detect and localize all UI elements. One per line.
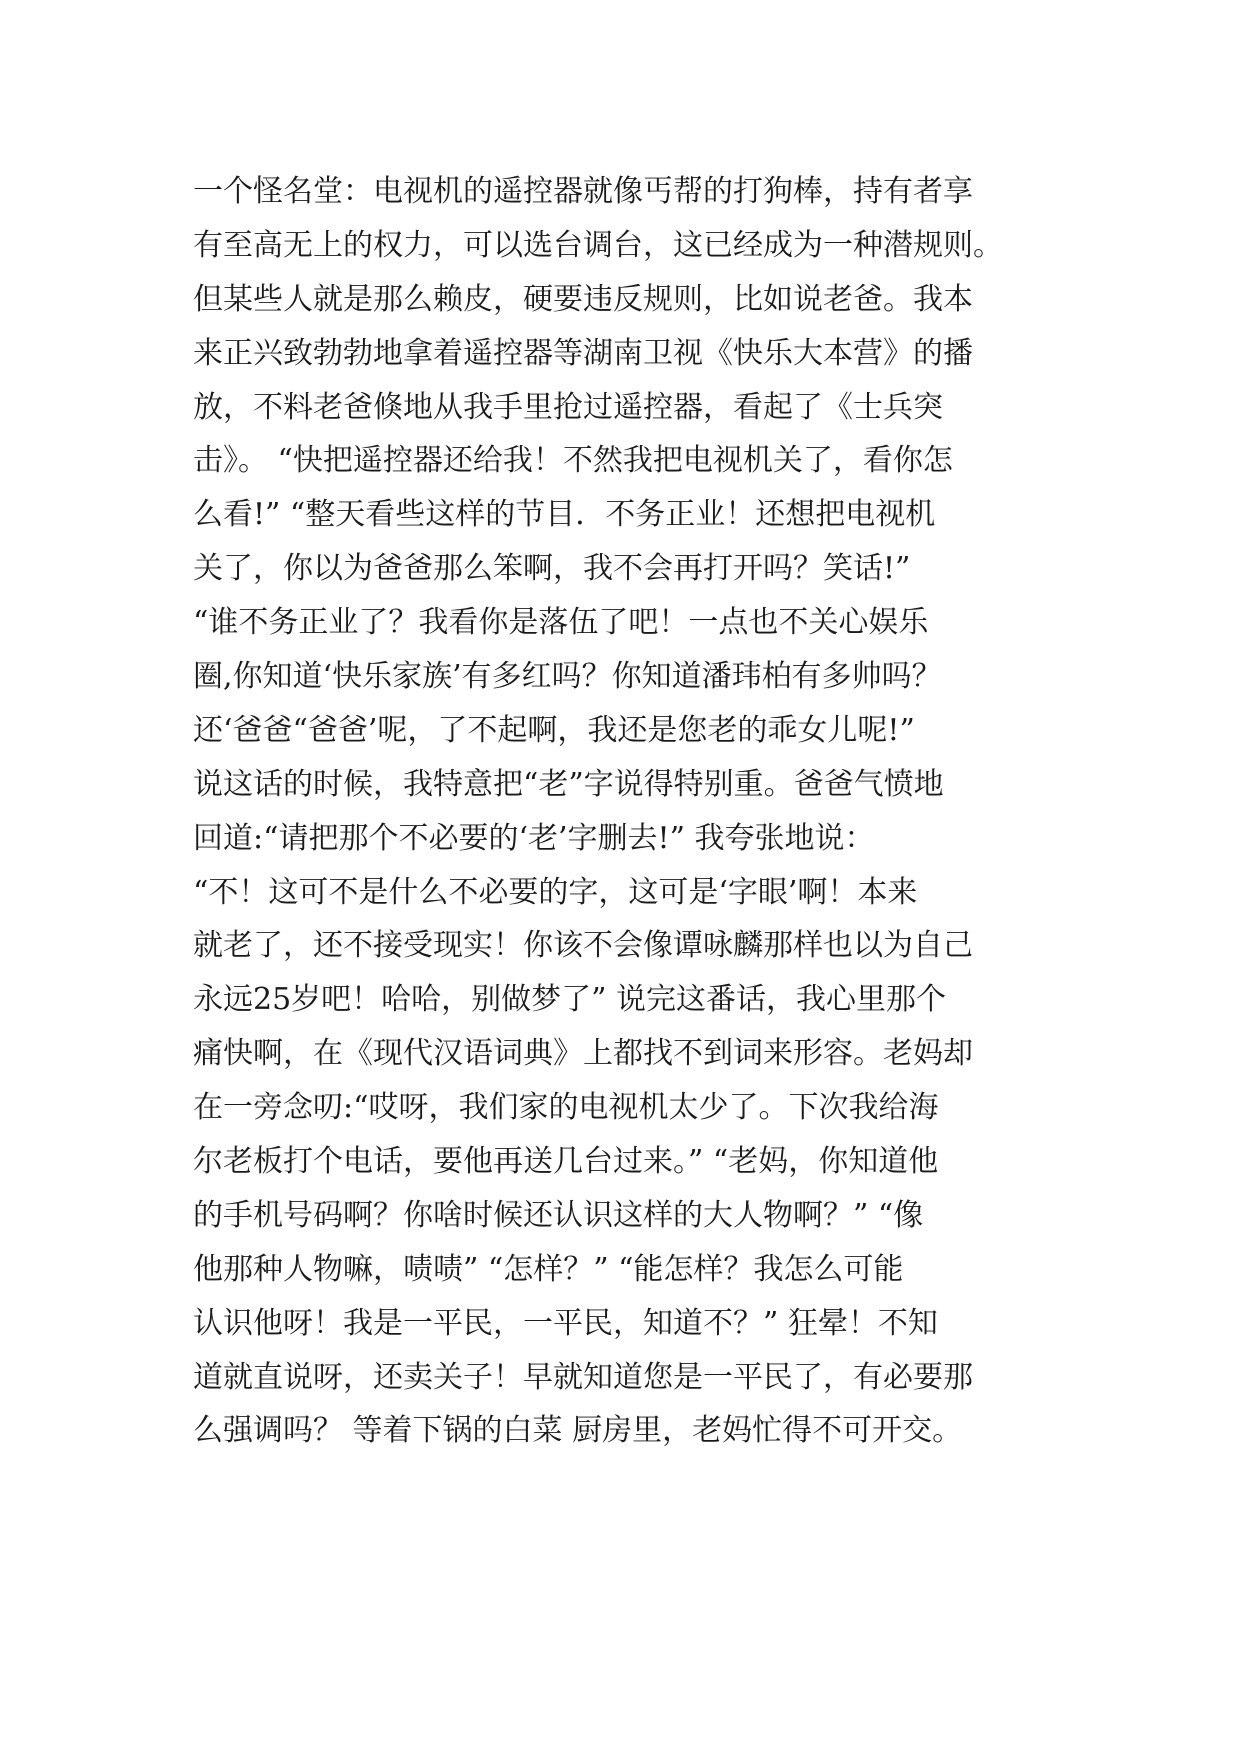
text-line: 尔老板打个电话，要他再送几台过来。” “老妈，你知道他 bbox=[193, 1144, 939, 1180]
text-line: 就老了，还不接受现实！你该不会像谭咏麟那样也以为自己 bbox=[193, 928, 973, 964]
text-line: 放，不料老爸倏地从我手里抢过遥控器，看起了《士兵突 bbox=[193, 389, 943, 425]
text-line: 但某些人就是那么赖皮，硬要违反规则，比如说老爸。我本 bbox=[193, 281, 973, 317]
text-line: 么看!” “整天看些这样的节目．不务正业！还想把电视机 bbox=[193, 497, 936, 533]
text-line: 的手机号码啊？你啥时候还认识这样的大人物啊？” “像 bbox=[193, 1197, 924, 1233]
text-line: 永远25岁吧！哈哈，别做梦了” 说完这番话，我心里那个 bbox=[193, 982, 947, 1018]
text-line: “不！这可不是什么不必要的字，这可是‘字眼’啊！本来 bbox=[193, 874, 918, 910]
text-line: 一个怪名堂：电视机的遥控器就像丐帮的打狗棒，持有者享 bbox=[193, 174, 973, 209]
body-text bbox=[193, 165, 1093, 1458]
text-line: 么强调吗？ 等着下锅的白菜 厨房里，老妈忙得不可开交。 bbox=[193, 1413, 963, 1449]
text-line: 关了，你以为爸爸那么笨啊，我不会再打开吗？笑话!” bbox=[193, 551, 911, 587]
text-line: 还‘爸爸“爸爸’呢，了不起啊，我还是您老的乖女儿呢!” bbox=[193, 712, 915, 748]
text-line: 在一旁念叨:“哎呀，我们家的电视机太少了。下次我给海 bbox=[193, 1090, 939, 1126]
text-line: 说这话的时候，我特意把“老”字说得特别重。爸爸气愤地 bbox=[193, 766, 944, 802]
text-line: 来正兴致勃勃地拿着遥控器等湖南卫视《快乐大本营》的播 bbox=[193, 335, 973, 371]
text-line: “谁不务正业了？我看你是落伍了吧！一点也不关心娱乐 bbox=[193, 605, 929, 641]
text-line: 道就直说呀，还卖关子！早就知道您是一平民了，有必要那 bbox=[193, 1359, 973, 1395]
text-line: 击》。 “快把遥控器还给我！不然我把电视机关了，看你怎 bbox=[193, 443, 953, 479]
text-line: 回道:“请把那个不必要的‘老’字删去!” 我夸张地说： bbox=[193, 820, 875, 856]
text-line: 认识他呀！我是一平民，一平民，知道不？” 狂晕！不知 bbox=[193, 1305, 938, 1341]
text-line: 他那种人物嘛，啧啧” “怎样？” “能怎样？我怎么可能 bbox=[193, 1251, 904, 1287]
text-line: 有至高无上的权力，可以选台调台，这已经成为一种潜规则。 bbox=[193, 227, 1003, 263]
text-line: 圈,你知道‘快乐家族’有多红吗？你知道潘玮柏有多帅吗？ bbox=[193, 659, 942, 695]
text-line: 痛快啊，在《现代汉语词典》上都找不到词来形容。老妈却 bbox=[193, 1036, 973, 1072]
